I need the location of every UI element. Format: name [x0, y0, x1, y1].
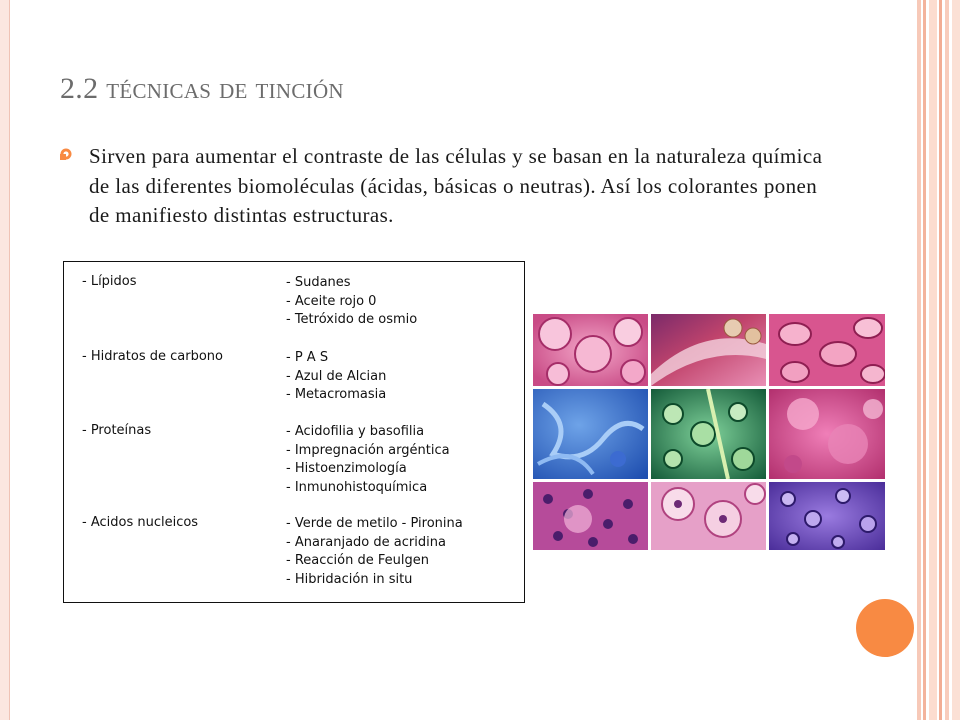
- tile-magenta-tissue: [769, 389, 885, 479]
- tile-purple-dots: [533, 482, 648, 550]
- category-label: - Lípidos: [82, 274, 137, 289]
- technique-item: - Azul de Alcian: [286, 368, 387, 384]
- tile-blue-tissue: [533, 389, 648, 479]
- technique-item: - Anaranjado de acridina: [286, 534, 446, 550]
- technique-item: - Verde de metilo - Pironina: [286, 516, 463, 531]
- technique-item: - Tetróxido de osmio: [286, 312, 418, 327]
- decorative-orange-circle: [856, 599, 914, 657]
- stained-tissue-mosaic: [533, 314, 885, 550]
- slide-title: 2.2 técnicas de tinción: [60, 72, 344, 105]
- technique-item: - Reacción de Feulgen: [286, 553, 429, 568]
- tile-purple-pink-tissue: [651, 314, 766, 386]
- tile-violet-cells: [769, 482, 885, 550]
- technique-item: - Sudanes: [286, 275, 351, 290]
- right-border-stripes: [917, 0, 960, 720]
- technique-item: - Hibridación in situ: [286, 571, 413, 587]
- category-label: - Proteínas: [82, 423, 152, 438]
- bullet-text: Sirven para aumentar el contraste de las células y se basan en la naturaleza química de las diferentes biomoléculas (ácidas, básicas o neutras). Así los colorantes ponen de manifiesto distintas estructuras.: [89, 144, 823, 227]
- bullet-item: [60, 142, 830, 231]
- technique-item: - Impregnación argéntica: [286, 442, 450, 458]
- category-label: - Acidos nucleicos: [82, 515, 199, 530]
- bullet-icon: [60, 148, 72, 160]
- tile-pink-cells-large: [651, 482, 766, 550]
- technique-item: - Histoenzimología: [286, 461, 407, 476]
- technique-item: - Acidofilia y basofilia: [286, 424, 425, 439]
- technique-item: - Aceite rojo 0: [286, 293, 377, 309]
- left-border-strip: [0, 0, 10, 720]
- category-label: - Hidratos de carbono: [82, 349, 223, 364]
- tile-pink-cells: [533, 314, 648, 386]
- tile-pink-tubules: [769, 314, 885, 386]
- tile-green-cells: [651, 389, 766, 479]
- technique-item: - Metacromasia: [286, 387, 387, 402]
- technique-item: - Inmunohistoquímica: [286, 479, 428, 495]
- staining-table: [63, 261, 525, 603]
- technique-item: - P A S: [286, 350, 329, 365]
